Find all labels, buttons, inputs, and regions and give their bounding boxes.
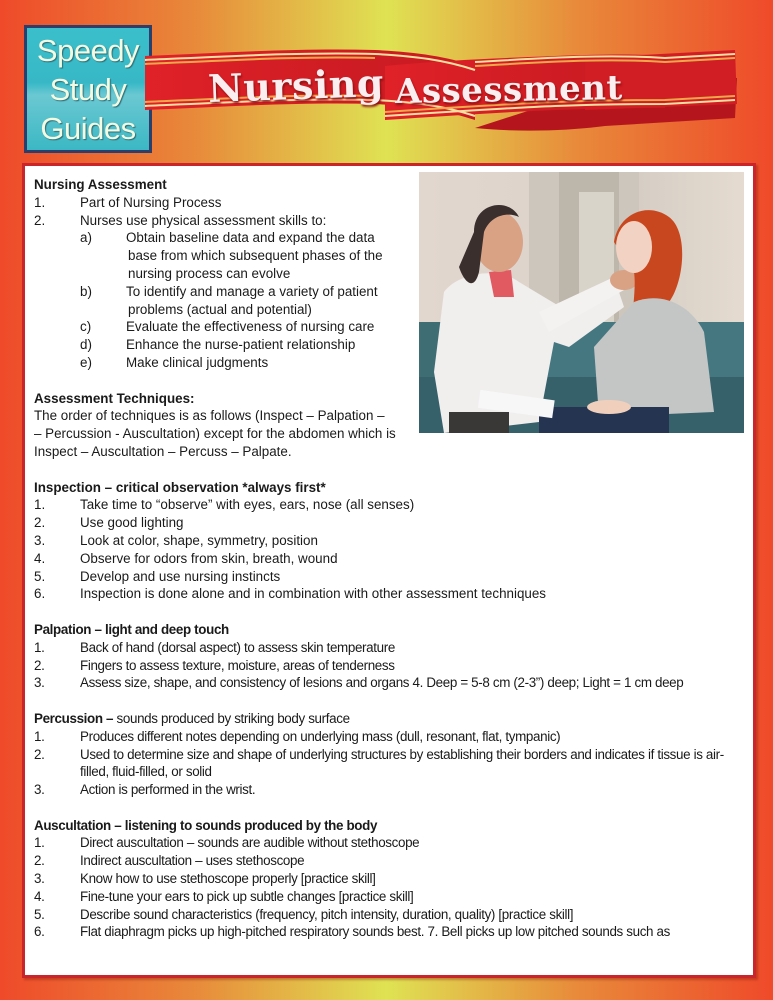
list-item (34, 212, 744, 230)
item-number: 3. (34, 675, 45, 691)
list-item (34, 657, 744, 675)
item-text: Part of Nursing Process (80, 194, 222, 210)
item-text: To identify and manage a variety of patient (126, 283, 378, 299)
item-number: 4. (34, 550, 46, 566)
list-item (34, 550, 744, 568)
item-text: Direct auscultation – sounds are audible without stethoscope (80, 835, 420, 851)
list-item (34, 532, 744, 550)
item-number: 1. (34, 728, 45, 744)
section-nursing-assessment (34, 176, 744, 372)
item-number: 2. (34, 212, 46, 228)
item-number: 5. (34, 568, 46, 584)
list-item (34, 746, 744, 782)
item-number: 6. (34, 924, 45, 940)
item-number: 2. (34, 746, 45, 762)
list-item (34, 781, 744, 799)
item-text-cont: problems (actual and potential) (128, 301, 312, 317)
list-item (34, 674, 744, 692)
item-number: 6. (34, 586, 46, 602)
item-text: Develop and use nursing instincts (80, 568, 281, 584)
sub-list-item (34, 318, 744, 336)
item-letter: c) (80, 319, 92, 335)
item-number: 3. (34, 782, 45, 798)
item-number: 5. (34, 906, 45, 922)
document-body (34, 176, 744, 959)
item-text: Evaluate the effectiveness of nursing care (126, 319, 375, 335)
item-text: Flat diaphragm picks up high-pitched respiratory sounds best. 7. Bell picks up low pitched sounds such as (80, 924, 670, 940)
item-text: Fingers to assess texture, moisture, areas of tenderness (80, 657, 395, 673)
section-title: Assessment Techniques: (34, 390, 195, 406)
item-text: Look at color, shape, symmetry, position (80, 532, 318, 548)
section-palpation (34, 621, 744, 692)
item-text: Back of hand (dorsal aspect) to assess skin temperature (80, 639, 395, 655)
item-number: 2. (34, 515, 46, 531)
logo-line: Speedy (36, 32, 140, 68)
paragraph-line: Inspect – Auscultation – Percuss – Palpate. (34, 443, 292, 459)
item-number: 2. (34, 853, 45, 869)
item-number: 1. (34, 497, 46, 513)
title-word-assessment: Assessment (394, 68, 623, 112)
item-text: Action is performed in the wrist. (80, 782, 256, 798)
item-letter: e) (80, 354, 92, 370)
list-item (34, 514, 744, 532)
list-item (34, 639, 744, 657)
item-text: Nurses use physical assessment skills to: (80, 212, 327, 228)
item-text: Inspection is done alone and in combination with other assessment techniques (80, 586, 546, 602)
sub-list-item (34, 336, 744, 354)
section-heading (34, 710, 744, 728)
item-number: 1. (34, 194, 46, 210)
section-title: Nursing Assessment (34, 177, 167, 192)
section-assessment-techniques (34, 390, 414, 461)
section-title: Percussion – (34, 710, 114, 726)
item-text-cont: nursing process can evolve (128, 265, 291, 281)
item-text: Obtain baseline data and expand the data (126, 230, 375, 246)
item-text: Take time to “observe” with eyes, ears, nose (all senses) (80, 497, 415, 513)
item-letter: b) (80, 283, 92, 299)
item-text: Make clinical judgments (126, 354, 269, 370)
item-text: Observe for odors from skin, breath, wound (80, 550, 338, 566)
list-item (34, 923, 744, 941)
item-letter: d) (80, 337, 92, 353)
item-text: Use good lighting (80, 515, 184, 531)
item-number: 1. (34, 835, 45, 851)
section-auscultation (34, 817, 744, 942)
section-subtitle: sounds produced by striking body surface (113, 710, 350, 726)
list-item (34, 194, 744, 212)
list-item (34, 496, 744, 514)
item-text: Indirect auscultation – uses stethoscope (80, 853, 305, 869)
item-number: 1. (34, 639, 45, 655)
paragraph-line: The order of techniques is as follows (Inspect – Palpation – (34, 408, 385, 424)
list-item (34, 906, 744, 924)
item-number: 2. (34, 657, 45, 673)
list-item (34, 834, 744, 852)
item-text: Fine-tune your ears to pick up subtle changes [practice skill] (80, 888, 414, 904)
item-text: Produces different notes depending on underlying mass (dull, resonant, flat, tympanic) (80, 728, 561, 744)
section-percussion (34, 710, 744, 799)
item-text: Assess size, shape, and consistency of lesions and organs 4. Deep = 5-8 cm (2-3”) deep; Light = 1 cm deep (80, 675, 684, 691)
sub-item-body (126, 229, 406, 282)
item-text-cont: base from which subsequent phases of the (128, 248, 383, 264)
list-item (34, 870, 744, 888)
sub-item-body (126, 283, 406, 319)
section-inspection (34, 479, 744, 604)
sub-list-item (34, 229, 744, 282)
section-title: Palpation – light and deep touch (34, 621, 229, 637)
logo-line: Study (49, 71, 127, 107)
sub-list-item (34, 354, 744, 372)
list-item (34, 728, 744, 746)
item-text: Know how to use stethoscope properly [practice skill] (80, 871, 376, 887)
item-number: 3. (34, 871, 45, 887)
item-text: Used to determine size and shape of underlying structures by establishing their borders and indicates if tissue is air-filled, fluid-filled, or solid (80, 746, 724, 780)
list-item (34, 852, 744, 870)
paragraph-line: – Percussion - Auscultation) except for the abdomen which is (34, 426, 396, 442)
speedy-study-guides-logo (24, 25, 152, 153)
item-number: 4. (34, 888, 45, 904)
list-item (34, 568, 744, 586)
section-title: Inspection – critical observation *always first* (34, 479, 326, 495)
section-title: Auscultation – listening to sounds produced by the body (34, 817, 378, 833)
item-letter: a) (80, 230, 92, 246)
item-text: Enhance the nurse-patient relationship (126, 337, 356, 353)
item-number: 3. (34, 532, 46, 548)
sub-list-item (34, 283, 744, 319)
list-item (34, 585, 744, 603)
list-item (34, 888, 744, 906)
title-word-nursing: Nursing (207, 59, 385, 112)
item-text: Describe sound characteristics (frequency, pitch intensity, duration, quality) [practice skill] (80, 906, 574, 922)
logo-line: Guides (40, 110, 136, 146)
